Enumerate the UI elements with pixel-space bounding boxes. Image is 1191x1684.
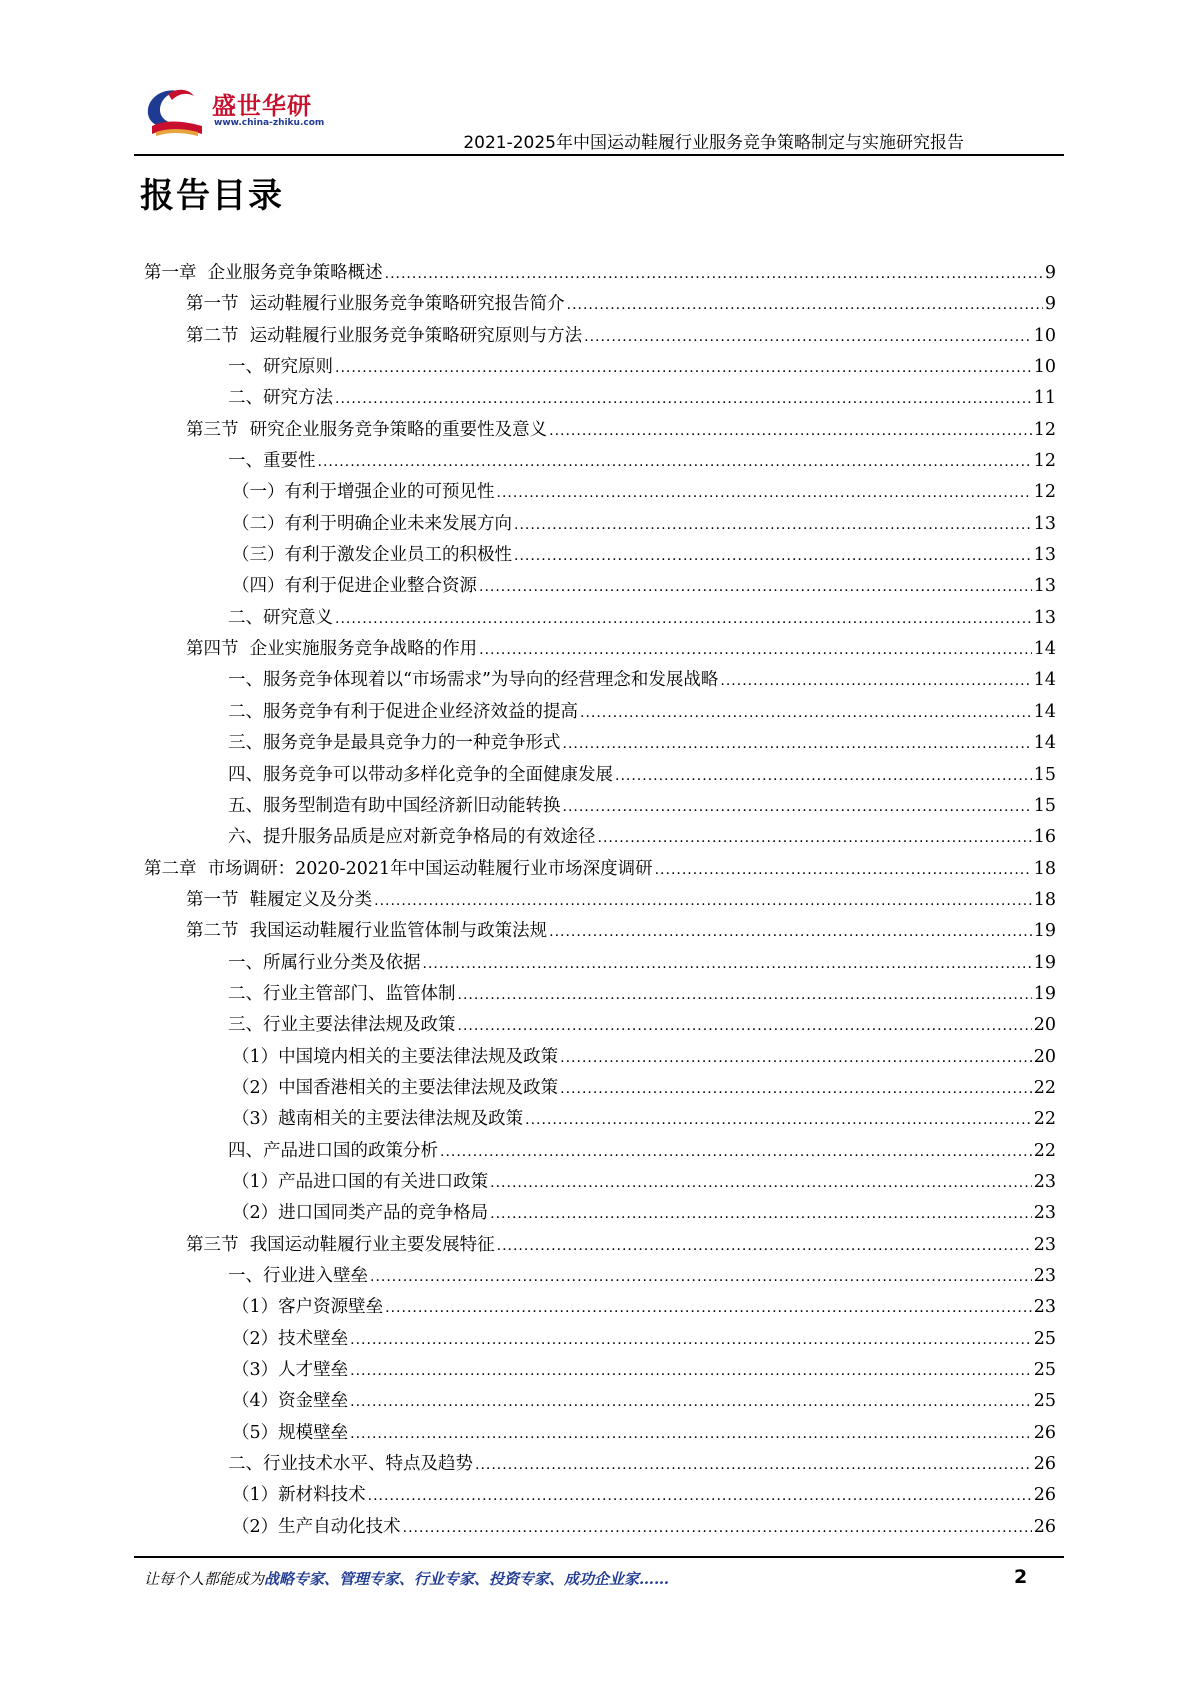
toc-entry[interactable] [144, 289, 1056, 320]
toc-entry-page: 14 [1033, 639, 1056, 660]
page-header [134, 78, 1064, 158]
toc-entry-page: 14 [1033, 701, 1056, 722]
toc-entry-page: 12 [1033, 451, 1056, 472]
toc-entry-page: 15 [1033, 764, 1056, 785]
toc-entry-label: （3）越南相关的主要法律法规及政策 [232, 1109, 524, 1130]
toc-entry[interactable] [144, 1512, 1056, 1543]
toc-dot-leader [350, 1356, 1032, 1387]
toc-entry[interactable] [144, 885, 1056, 916]
toc-entry-page: 23 [1033, 1297, 1056, 1318]
toc-dot-leader [560, 1074, 1032, 1105]
toc-dot-leader [549, 917, 1032, 948]
toc-dot-leader [563, 729, 1032, 760]
toc-entry[interactable] [144, 1010, 1056, 1041]
toc-entry-label: 三、行业主要法律法规及政策 [228, 1015, 456, 1036]
toc-dot-leader [368, 1481, 1032, 1512]
toc-entry-page: 25 [1033, 1328, 1056, 1349]
toc-dot-leader [350, 1325, 1032, 1356]
toc-entry[interactable] [144, 603, 1056, 634]
toc-entry-page: 23 [1033, 1266, 1056, 1286]
toc-entry-page: 23 [1033, 1203, 1056, 1224]
toc-entry-page: 16 [1033, 827, 1056, 848]
toc-entry[interactable] [144, 634, 1056, 665]
toc-entry[interactable] [144, 509, 1056, 540]
toc-entry-page: 19 [1033, 921, 1056, 942]
page-number: 2 [1014, 1566, 1028, 1588]
toc-dot-leader [370, 1262, 1032, 1293]
toc-dot-leader [374, 886, 1032, 917]
toc-dot-leader [560, 1043, 1032, 1074]
footer-slogan [144, 1568, 669, 1589]
toc-dot-leader [479, 635, 1032, 666]
toc-dot-leader [475, 1450, 1032, 1481]
toc-entry[interactable] [144, 665, 1056, 696]
toc-entry-page: 18 [1033, 889, 1056, 910]
toc-dot-leader [490, 1168, 1032, 1199]
toc-entry-page: 12 [1033, 482, 1056, 503]
toc-entry-label: （2）生产自动化技术 [232, 1516, 401, 1537]
logo-text: 盛世华研 [212, 92, 312, 120]
toc-entry[interactable] [144, 477, 1056, 508]
toc-dot-leader [490, 1199, 1032, 1230]
toc-dot-leader [350, 1387, 1032, 1418]
toc-entry-label: （1）客户资源壁垒 [232, 1297, 384, 1318]
toc-entry-page: 26 [1033, 1485, 1056, 1506]
toc-dot-leader [350, 1419, 1032, 1450]
toc-entry[interactable] [144, 948, 1056, 979]
toc-dot-leader [335, 604, 1032, 635]
toc-entry[interactable] [144, 760, 1056, 791]
toc-entry-label: 一、重要性 [228, 451, 316, 472]
toc-dot-leader [385, 1293, 1032, 1324]
toc-dot-leader [497, 1231, 1032, 1262]
toc-entry[interactable] [144, 979, 1056, 1010]
toc-entry-label: （3）人才壁垒 [232, 1360, 349, 1381]
toc-entry-page: 13 [1033, 576, 1056, 597]
toc-dot-leader [440, 1137, 1032, 1168]
toc-entry[interactable] [144, 321, 1056, 352]
toc-entry[interactable] [144, 916, 1056, 947]
toc-dot-leader [563, 792, 1032, 823]
toc-entry-label: 二、服务竞争有利于促进企业经济效益的提高 [228, 701, 578, 722]
page-title: 报告目录 [140, 176, 284, 216]
toc-entry-page: 12 [1033, 419, 1056, 440]
toc-dot-leader [525, 1105, 1032, 1136]
toc-entry[interactable] [144, 1042, 1056, 1073]
toc-entry[interactable] [144, 446, 1056, 477]
toc-entry-label: （一）有利于增强企业的可预见性 [232, 482, 495, 503]
toc-entry-page: 19 [1033, 952, 1056, 973]
toc-entry-label: 二、行业主管部门、监管体制 [228, 983, 456, 1004]
toc-entry-page: 19 [1033, 983, 1056, 1004]
toc-entry-label: （5）规模壁垒 [232, 1422, 349, 1443]
toc-dot-leader [458, 980, 1032, 1011]
toc-entry[interactable] [144, 1136, 1056, 1167]
toc-dot-leader [514, 541, 1032, 572]
toc-entry-label: 第一节 鞋履定义及分类 [186, 889, 373, 910]
toc-dot-leader [458, 1011, 1032, 1042]
toc-entry[interactable] [144, 571, 1056, 602]
toc-entry-label: （1）新材料技术 [232, 1485, 366, 1506]
toc-entry-label: （2）进口国同类产品的竞争格局 [232, 1203, 489, 1224]
toc-entry-page: 10 [1033, 325, 1056, 346]
toc-entry[interactable] [144, 1073, 1056, 1104]
toc-entry-page: 22 [1033, 1077, 1056, 1098]
toc-entry-label: （2）技术壁垒 [232, 1328, 349, 1349]
toc-entry-page: 22 [1033, 1140, 1056, 1161]
toc-entry-page: 23 [1033, 1234, 1056, 1255]
toc-entry-page: 14 [1033, 733, 1056, 754]
toc-entry[interactable] [144, 697, 1056, 728]
toc-entry-label: 五、服务型制造有助中国经济新旧动能转换 [228, 795, 561, 816]
toc-entry-label: （2）中国香港相关的主要法律法规及政策 [232, 1077, 559, 1098]
toc-entry-page: 23 [1033, 1171, 1056, 1192]
document-title: 2021-2025年中国运动鞋履行业服务竞争策略制定与实施研究报告 [463, 133, 964, 153]
toc-entry-page: 18 [1033, 858, 1056, 879]
toc-entry-label: 一、所属行业分类及依据 [228, 952, 421, 973]
toc-entry-label: （1）中国境内相关的主要法律法规及政策 [232, 1046, 559, 1067]
toc-entry-page: 13 [1033, 545, 1056, 566]
toc-entry[interactable] [144, 791, 1056, 822]
toc-entry-page: 14 [1033, 670, 1056, 691]
toc-dot-leader [549, 416, 1032, 447]
toc-entry-label: 第四节 企业实施服务竞争战略的作用 [186, 639, 478, 660]
toc-entry-page: 13 [1033, 513, 1056, 534]
toc-entry[interactable] [144, 1198, 1056, 1229]
toc-entry-label: （二）有利于明确企业未来发展方向 [232, 513, 512, 534]
toc-entry-label: 六、提升服务品质是应对新竞争格局的有效途径 [228, 827, 596, 848]
toc-entry-page: 15 [1033, 795, 1056, 816]
toc-entry-label: 一、行业进入壁垒 [228, 1266, 368, 1286]
toc-entry-page: 22 [1033, 1109, 1056, 1130]
toc-entry-label: 三、服务竞争是最具竞争力的一种竞争形式 [228, 733, 561, 754]
toc-entry-label: 第三节 我国运动鞋履行业主要发展特征 [186, 1234, 495, 1255]
toc-entry[interactable] [144, 822, 1056, 853]
toc-entry-label: 第二节 我国运动鞋履行业监管体制与政策法规 [186, 921, 548, 942]
toc-entry-label: 第一章 企业服务竞争策略概述 [144, 263, 383, 283]
toc-entry[interactable] [144, 1480, 1056, 1511]
toc-entry-label: 二、行业技术水平、特点及趋势 [228, 1454, 473, 1475]
toc-entry[interactable] [144, 1167, 1056, 1198]
toc-entry[interactable] [144, 854, 1056, 885]
toc-entry[interactable] [144, 1261, 1056, 1292]
toc-entry-label: 第二节 运动鞋履行业服务竞争策略研究原则与方法 [186, 325, 583, 346]
toc-entry-label: 第三节 研究企业服务竞争策略的重要性及意义 [186, 419, 548, 440]
toc-dot-leader [479, 572, 1032, 603]
toc-entry-page: 25 [1033, 1360, 1056, 1381]
toc-dot-leader [598, 823, 1032, 854]
toc-dot-leader [580, 698, 1032, 729]
toc-entry-label: （1）产品进口国的有关进口政策 [232, 1171, 489, 1192]
toc-entry-page: 26 [1033, 1422, 1056, 1443]
toc-entry[interactable] [144, 728, 1056, 759]
toc-entry[interactable] [144, 415, 1056, 446]
toc-dot-leader [567, 290, 1043, 321]
toc-entry-label: （4）资金壁垒 [232, 1391, 349, 1412]
toc-dot-leader [335, 384, 1032, 415]
toc-entry[interactable] [144, 383, 1056, 414]
toc-entry-label: 二、研究意义 [228, 607, 333, 628]
toc-entry-page: 26 [1033, 1454, 1056, 1475]
toc-dot-leader [615, 761, 1032, 792]
toc-entry[interactable] [144, 1449, 1056, 1480]
toc-entry-page: 26 [1033, 1516, 1056, 1537]
toc-entry[interactable] [144, 1324, 1056, 1355]
toc-entry[interactable] [144, 258, 1056, 289]
toc-entry-page: 9 [1044, 294, 1056, 315]
toc-entry-label: 第一节 运动鞋履行业服务竞争策略研究报告简介 [186, 294, 565, 315]
header-divider [134, 154, 1064, 156]
toc-entry[interactable] [144, 352, 1056, 383]
toc-dot-leader [584, 322, 1032, 353]
toc-entry[interactable] [144, 1292, 1056, 1323]
toc-entry[interactable] [144, 1104, 1056, 1135]
footer-divider [134, 1556, 1064, 1558]
toc-entry-label: 第二章 市场调研：2020-2021年中国运动鞋履行业市场深度调研 [144, 858, 653, 879]
toc-entry-label: （四）有利于促进企业整合资源 [232, 576, 477, 597]
toc-entry-page: 13 [1033, 607, 1056, 628]
toc-entry-page: 20 [1033, 1015, 1056, 1036]
toc-entry-label: 一、研究原则 [228, 357, 333, 378]
toc-entry-page: 20 [1033, 1046, 1056, 1067]
toc-entry-label: 四、产品进口国的政策分析 [228, 1140, 438, 1161]
toc-dot-leader [403, 1513, 1032, 1544]
toc-entry-label: 四、服务竞争可以带动多样化竞争的全面健康发展 [228, 764, 613, 785]
toc-entry-label: （三）有利于激发企业员工的积极性 [232, 545, 512, 566]
toc-entry[interactable] [144, 1418, 1056, 1449]
footer-slogan-prefix: 让每个人都能成为 [144, 1570, 265, 1588]
toc-dot-leader [335, 353, 1032, 384]
logo-mark-icon [142, 84, 208, 140]
toc-dot-leader [423, 949, 1032, 980]
logo-url: www.china-zhiku.com [214, 118, 325, 128]
toc-dot-leader [514, 510, 1032, 541]
toc-dot-leader [318, 447, 1032, 478]
toc-dot-leader [720, 666, 1031, 697]
toc-entry-page: 11 [1033, 388, 1056, 409]
toc-entry-label: 一、服务竞争体现着以“市场需求”为导向的经营理念和发展战略 [228, 670, 719, 691]
toc-entry[interactable] [144, 1355, 1056, 1386]
toc-entry[interactable] [144, 540, 1056, 571]
footer-slogan-highlight: 战略专家、管理专家、行业专家、投资专家、成功企业家…… [264, 1570, 670, 1588]
toc-entry[interactable] [144, 1386, 1056, 1417]
toc-entry-page: 9 [1044, 263, 1056, 283]
toc-entry-page: 10 [1033, 357, 1056, 378]
toc-dot-leader [497, 478, 1032, 509]
toc-entry-label: 二、研究方法 [228, 388, 333, 409]
toc-entry[interactable] [144, 1230, 1056, 1261]
table-of-contents [144, 258, 1056, 1543]
company-logo [142, 84, 332, 144]
toc-dot-leader [385, 259, 1043, 290]
toc-entry-page: 25 [1033, 1391, 1056, 1412]
toc-dot-leader [655, 855, 1032, 886]
